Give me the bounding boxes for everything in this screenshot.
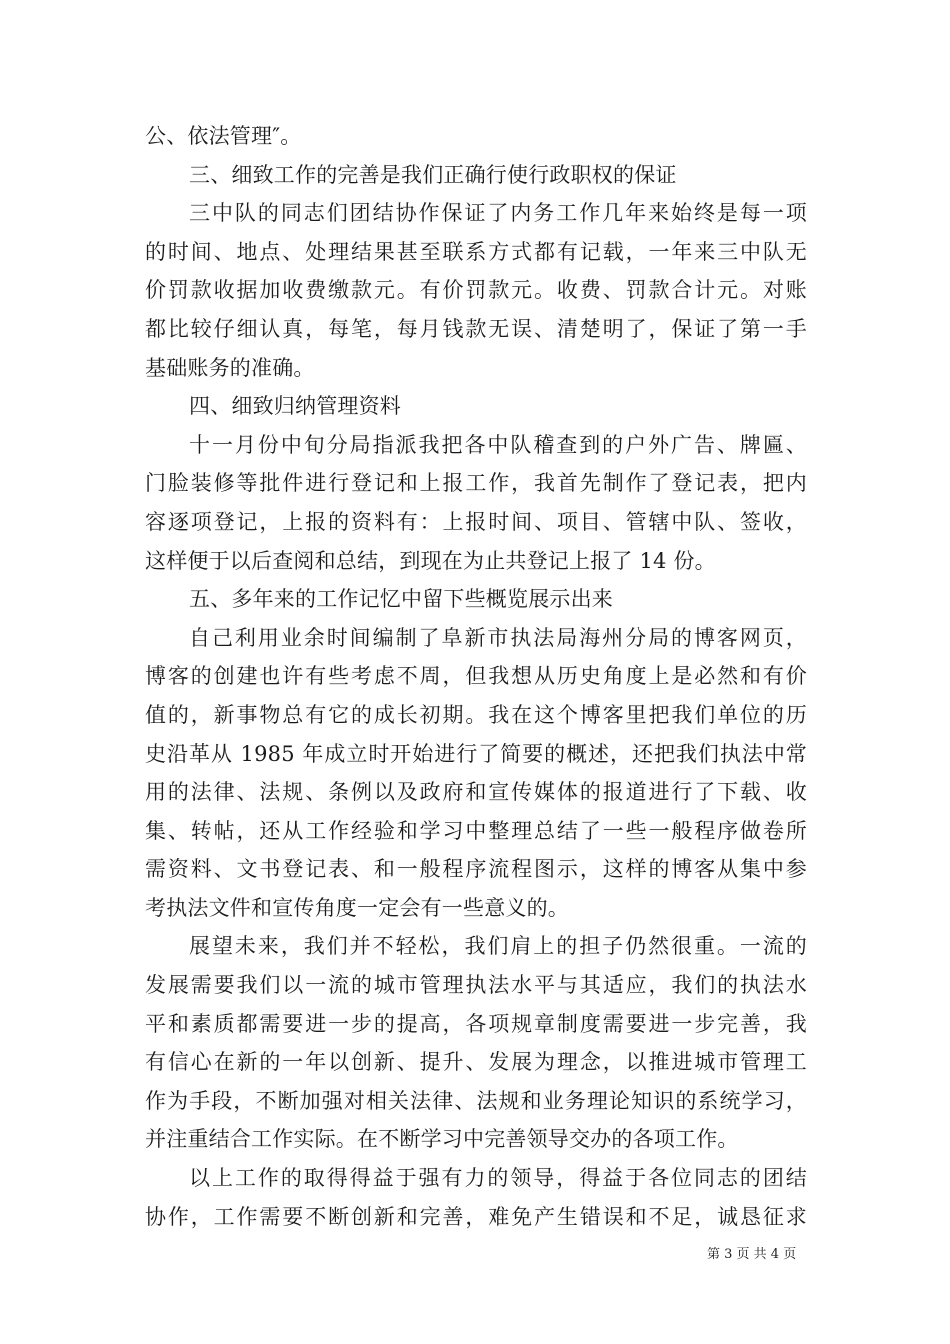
text-line: 的时间、地点、处理结果甚至联系方式都有记载，一年来三中队无	[145, 239, 807, 264]
text-line: 自己利用业余时间编制了阜新市执法局海州分局的博客网页，	[189, 625, 807, 650]
text-line: 五、多年来的工作记忆中留下些概览展示出来	[189, 587, 613, 612]
text-line: 价罚款收据加收费缴款元。有价罚款元。收费、罚款合计元。对账	[145, 278, 807, 303]
text-line: 平和素质都需要进一步的提高，各项规章制度需要进一步完善，我	[145, 1011, 807, 1036]
text-line: 门脸装修等批件进行登记和上报工作，我首先制作了登记表，把内	[145, 471, 807, 496]
text-line: 集、转帖，还从工作经验和学习中整理总结了一些一般程序做卷所	[145, 818, 807, 843]
text-line: 基础账务的准确。	[145, 355, 315, 380]
text-line: 展望未来，我们并不轻松，我们肩上的担子仍然很重。一流的	[189, 934, 807, 959]
text-line: 协作，工作需要不断创新和完善，难免产生错误和不足，诚恳征求	[145, 1204, 807, 1229]
text-line: 发展需要我们以一流的城市管理执法水平与其适应，我们的执法水	[145, 973, 807, 998]
text-line: 博客的创建也许有些考虑不周，但我想从历史角度上是必然和有价	[145, 664, 807, 689]
text-line: 需资料、文书登记表、和一般程序流程图示，这样的博客从集中参	[145, 857, 807, 882]
text-line: 三中队的同志们团结协作保证了内务工作几年来始终是每一项	[189, 201, 807, 226]
text-line: 以上工作的取得得益于强有力的领导，得益于各位同志的团结	[189, 1166, 807, 1191]
document-body	[145, 117, 807, 1236]
text-line: 公、依法管理″。	[145, 124, 302, 148]
text-line: 史沿革从 1985 年成立时开始进行了简要的概述，还把我们执法中常	[145, 741, 807, 766]
text-line: 有信心在新的一年以创新、提升、发展为理念，以推进城市管理工	[145, 1050, 807, 1075]
text-line: 值的，新事物总有它的成长初期。我在这个博客里把我们单位的历	[145, 702, 807, 727]
text-line: 这样便于以后查阅和总结，到现在为止共登记上报了 14 份。	[145, 548, 716, 573]
text-line: 三、细致工作的完善是我们正确行使行政职权的保证	[189, 162, 677, 187]
text-line: 并注重结合工作实际。在不断学习中完善领导交办的各项工作。	[145, 1127, 739, 1152]
text-line: 用的法律、法规、条例以及政府和宣传媒体的报道进行了下载、收	[145, 780, 807, 805]
text-line: 考执法文件和宣传角度一定会有一些意义的。	[145, 895, 569, 920]
text-line: 容逐项登记，上报的资料有：上报时间、项目、管辖中队、签收，	[145, 509, 807, 534]
text-line: 作为手段，不断加强对相关法律、法规和业务理论知识的系统学习，	[145, 1088, 807, 1113]
text-line: 都比较仔细认真，每笔，每月钱款无误、清楚明了，保证了第一手	[145, 316, 807, 341]
text-line: 四、细致归纳管理资料	[189, 394, 401, 419]
text-line: 十一月份中旬分局指派我把各中队稽查到的户外广告、牌匾、	[189, 432, 807, 457]
page-number: 第 3 页 共 4 页	[707, 1247, 797, 1262]
